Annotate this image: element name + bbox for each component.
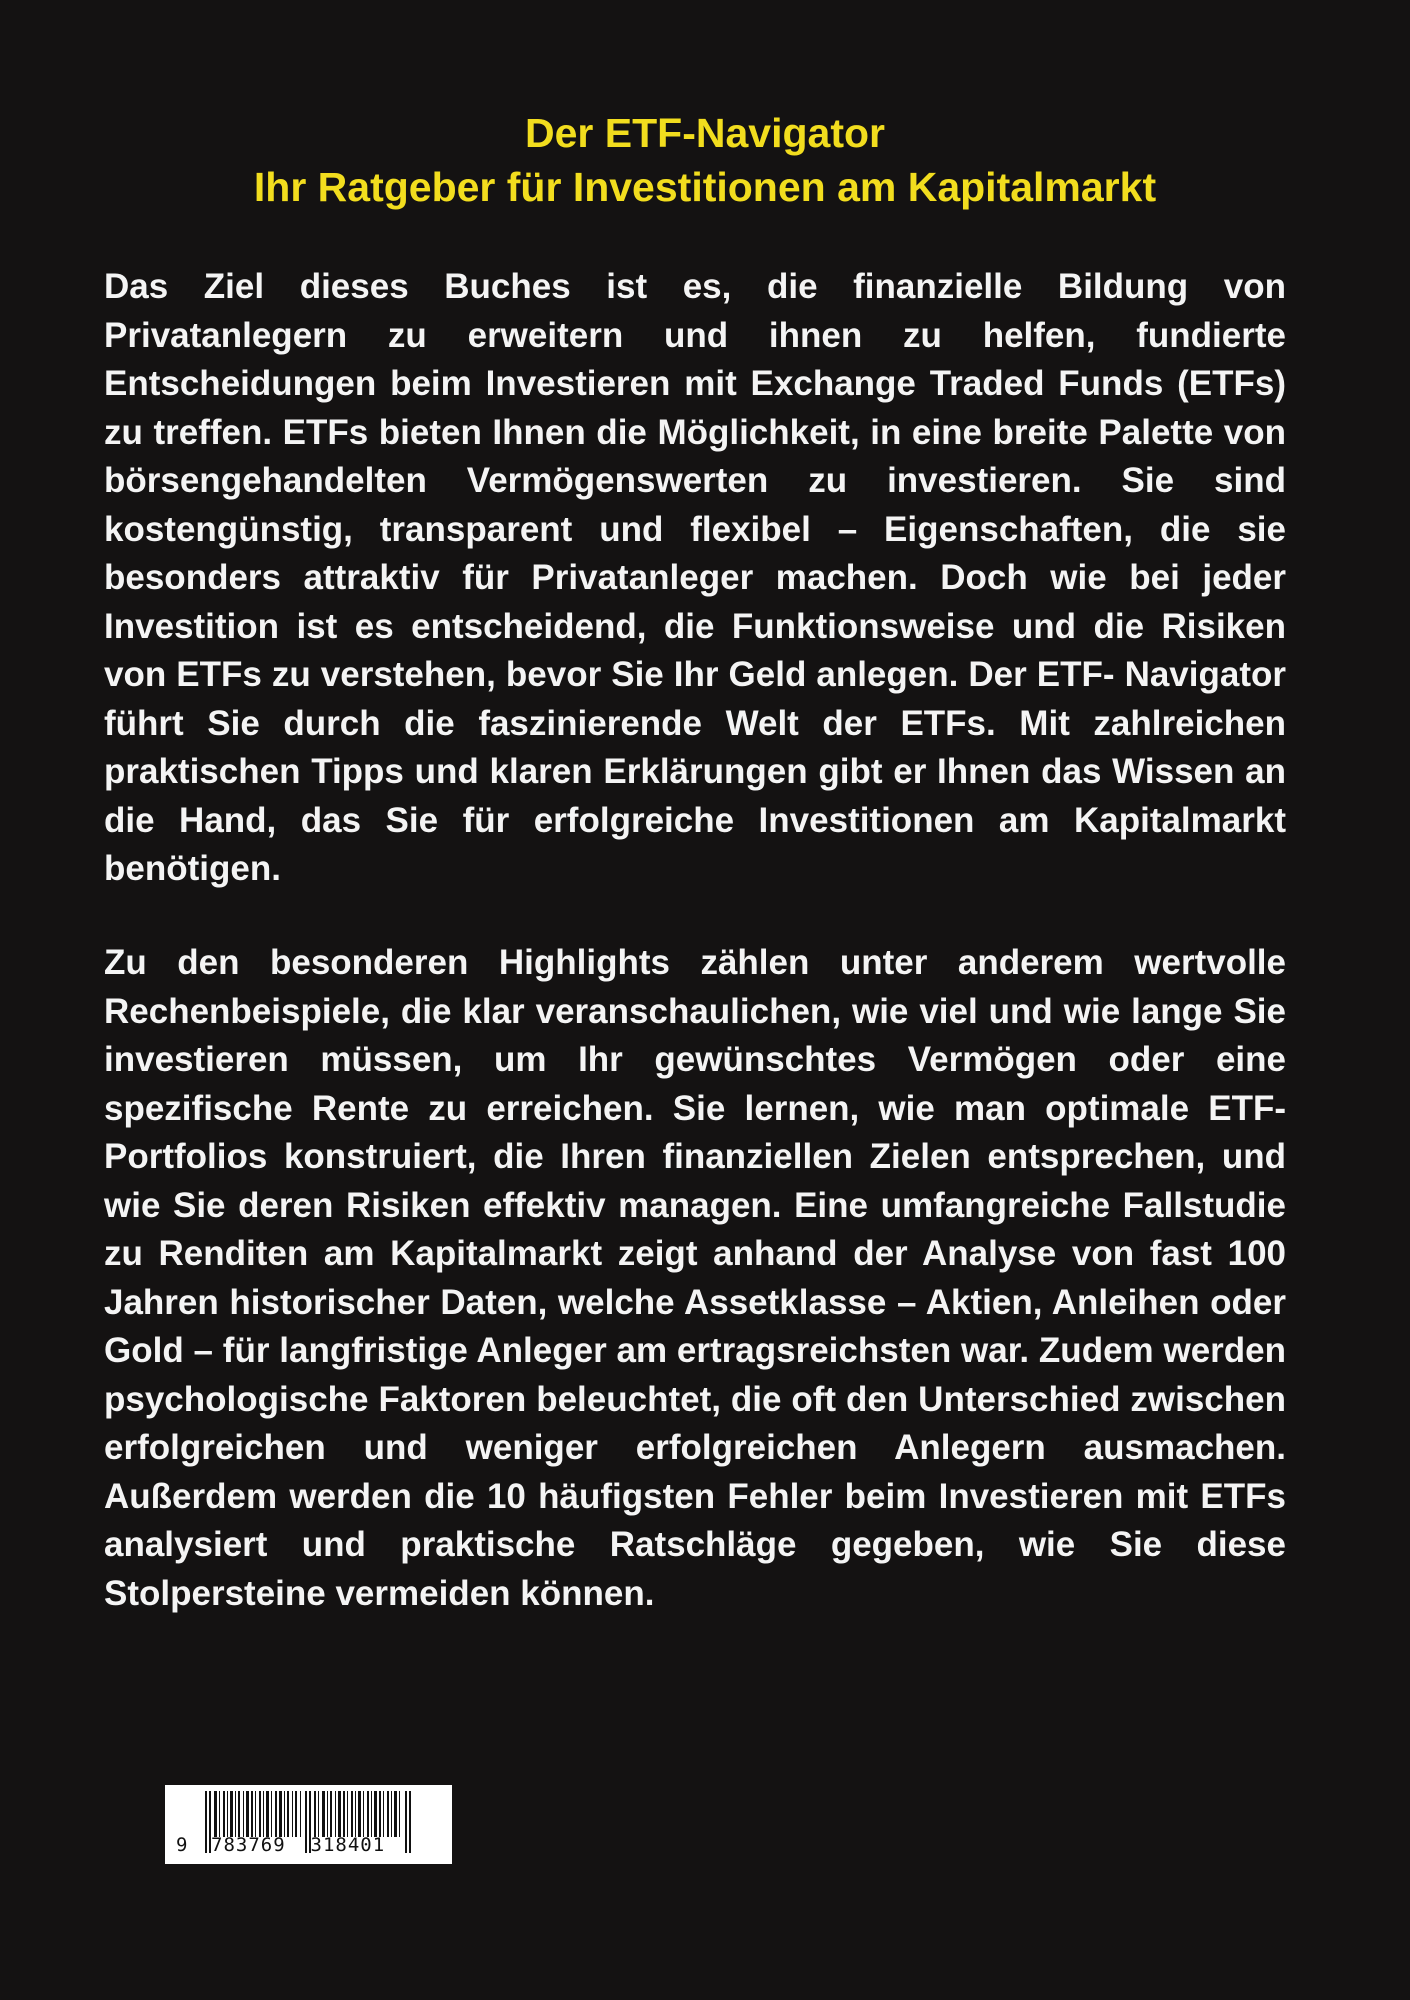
book-title: Der ETF-Navigator: [525, 110, 885, 156]
barcode-digits: 783769 318401: [211, 1834, 386, 1856]
blurb-paragraph-1: Das Ziel dieses Buches ist es, die finanzielle Bildung von Privatanlegern zu erweitern und ihnen zu helfen, fundierte Entscheidungen beim Investieren mit Exchange Traded Funds (ETFs) zu treffen. ETFs bieten Ihnen die Möglichkeit, in eine breite Palette von börsengehandelten Vermögenswerten zu investieren. Sie sind kostengünstig, transparent und flexibel – Eigenschaften, die sie besonders attraktiv für Privatanleger machen. Doch wie bei jeder Investition ist es entscheidend, die Funktionsweise und die Risiken von ETFs zu verstehen, bevor Sie Ihr Geld anlegen. Der ETF- Navigator führt Sie durch die faszinierende Welt der ETFs. Mit zahlreichen praktischen Tipps und klaren Erklärungen gibt er Ihnen das Wissen an die Hand, das Sie für erfolgreiche Investitionen am Kapitalmarkt benötigen.: [104, 267, 1286, 888]
barcode-lead-digit: 9: [176, 1834, 188, 1856]
title-block: [0, 106, 1410, 214]
book-subtitle: Ihr Ratgeber für Investitionen am Kapitalmarkt: [253, 164, 1157, 210]
blurb-paragraph-2: Zu den besonderen Highlights zählen unter anderem wertvolle Rechenbeispiele, die klar veranschaulichen, wie viel und wie lange Sie investieren müssen, um Ihr gewünschtes Vermögen oder eine spezifische Rente zu erreichen. Sie lernen, wie man optimale ETF-Portfolios konstruiert, die Ihren finanziellen Zielen entsprechen, und wie Sie deren Risiken effektiv managen. Eine umfangreiche Fallstudie zu Renditen am Kapitalmarkt zeigt anhand der Analyse von fast 100 Jahren historischer Daten, welche Assetklasse – Aktien, Anleihen oder Gold – für langfristige Anleger am ertragsreichsten war. Zudem werden psychologische Faktoren beleuchtet, die oft den Unterschied zwischen erfolgreichen und weniger erfolgreichen Anlegern ausmachen. Außerdem werden die 10 häufigsten Fehler beim Investieren mit ETFs analysiert und praktische Ratschläge gegeben, wie Sie diese Stolpersteine vermeiden können.: [104, 943, 1286, 1613]
isbn-barcode: [165, 1785, 452, 1864]
